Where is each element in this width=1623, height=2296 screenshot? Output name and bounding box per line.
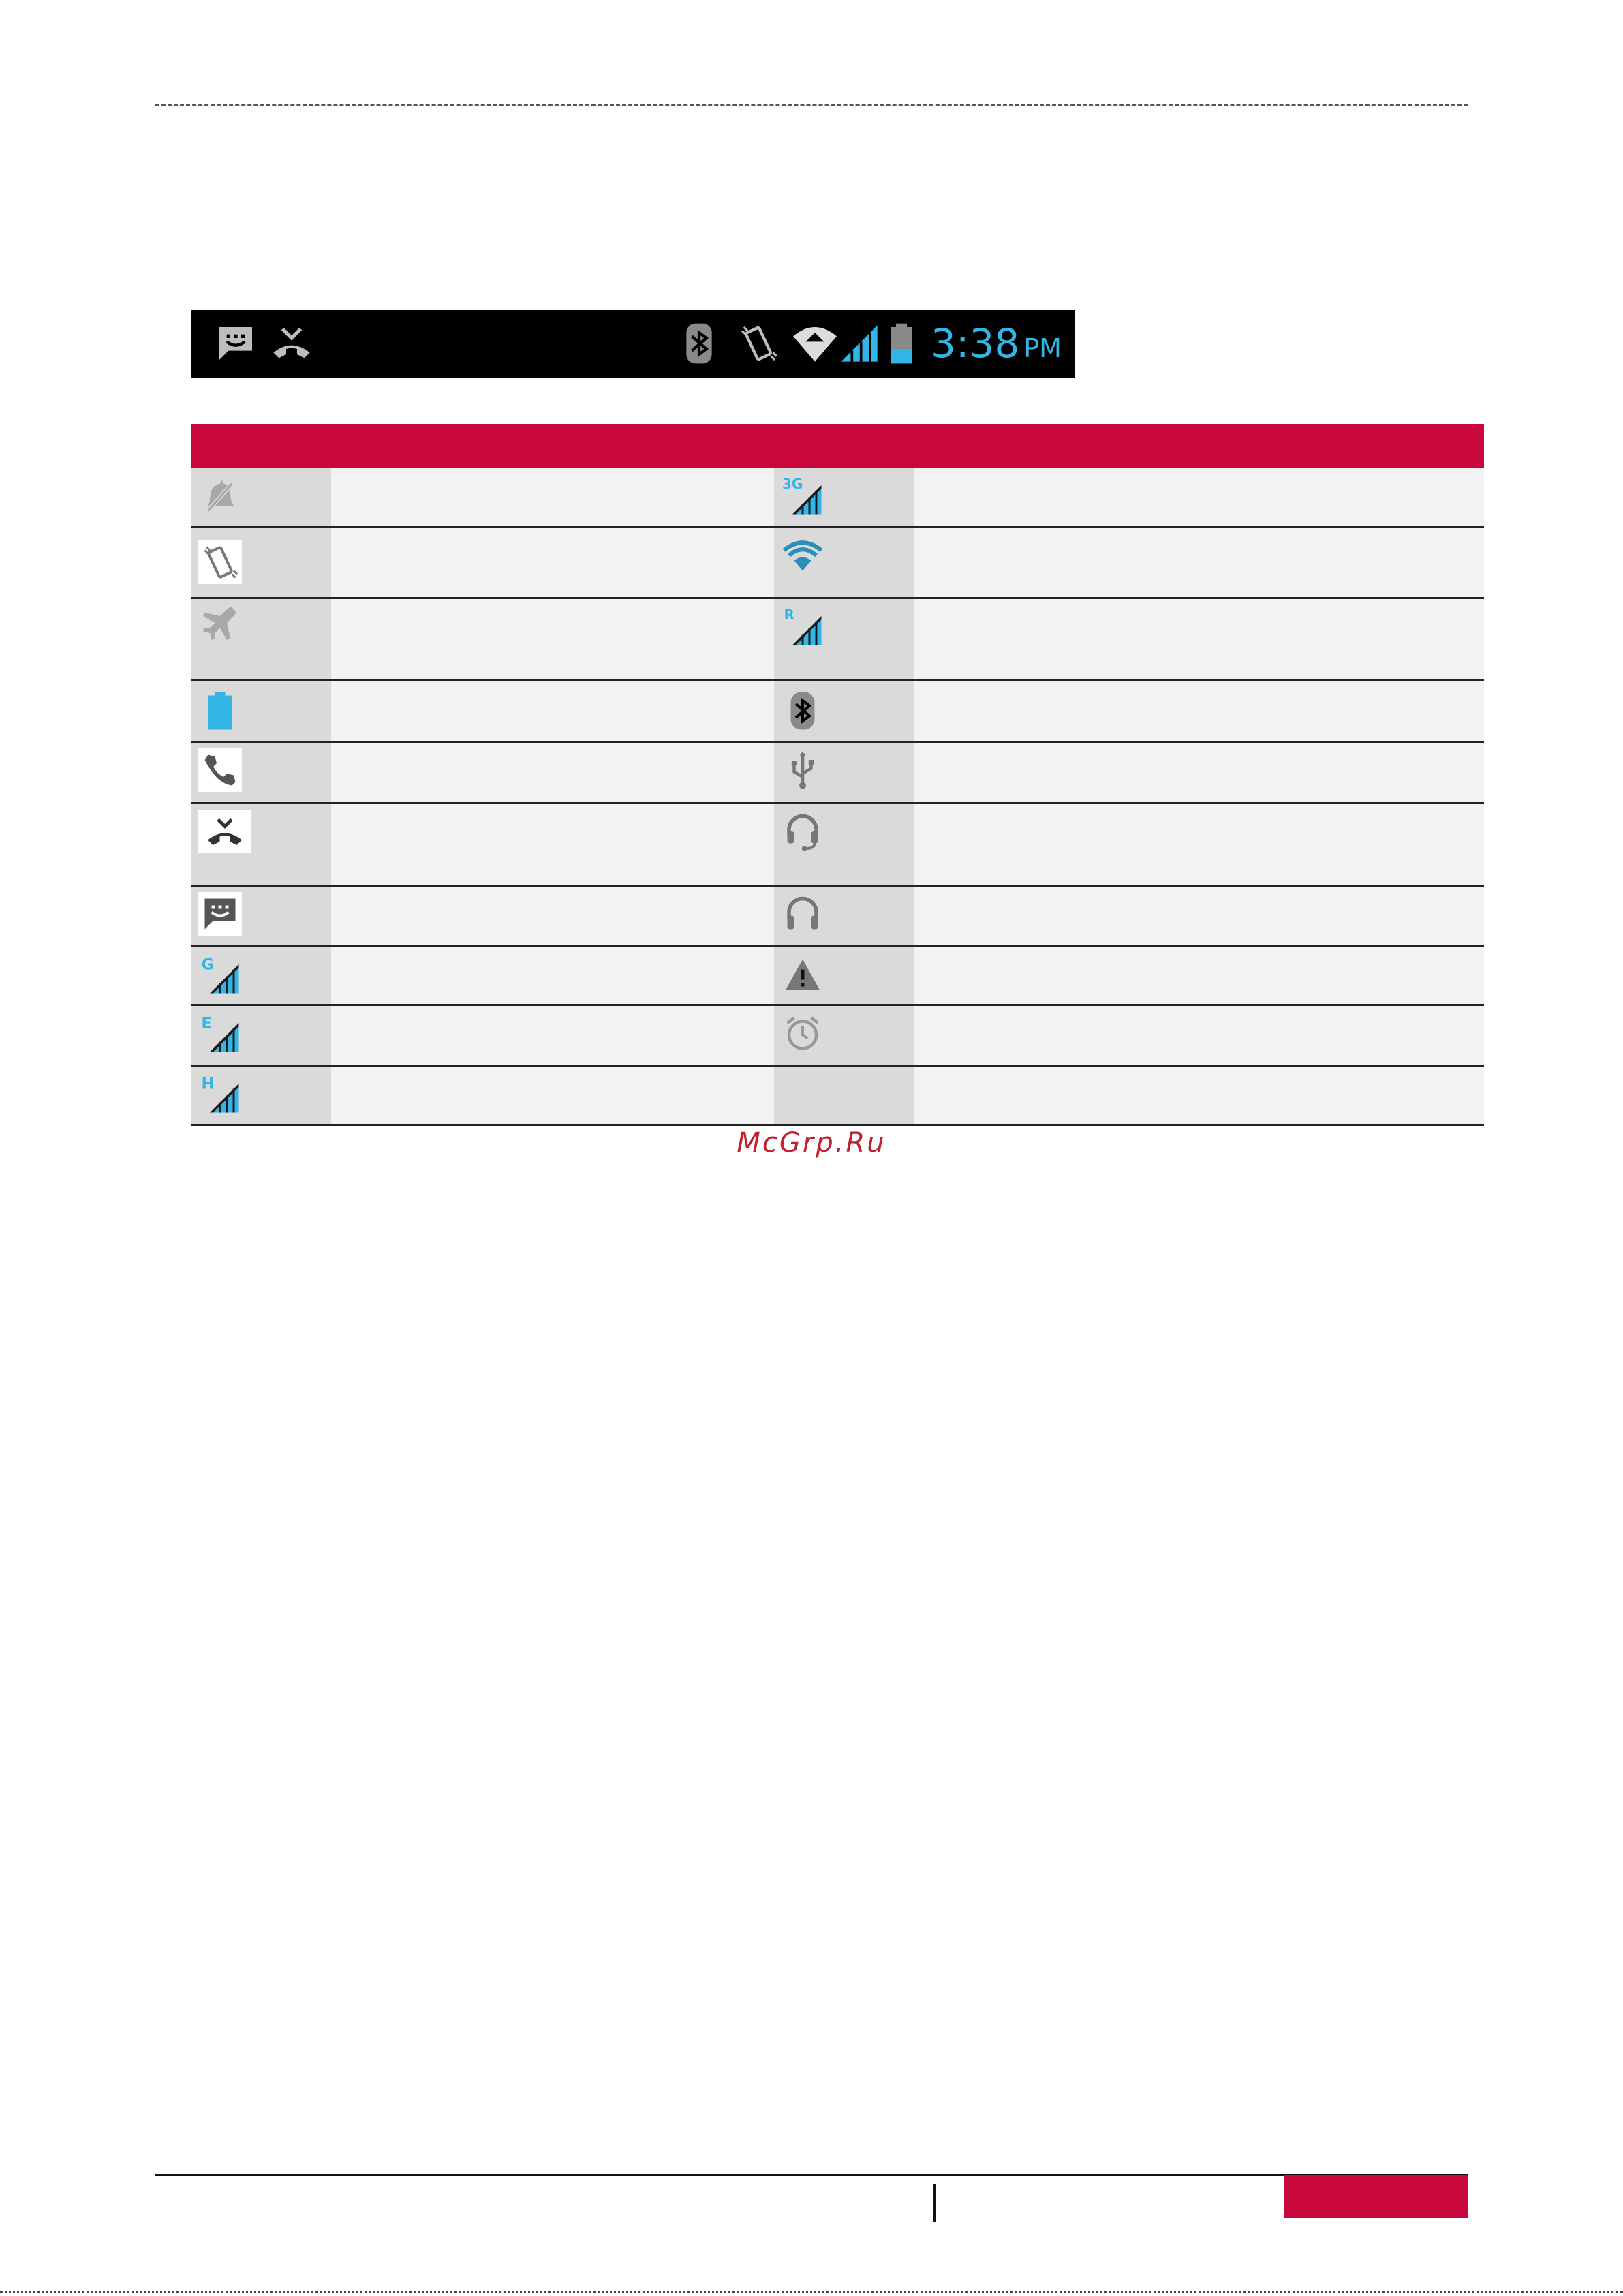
header-dashed-rule bbox=[155, 104, 1468, 106]
missed-call-icon bbox=[270, 322, 313, 365]
table-row bbox=[191, 887, 1484, 947]
footer-accent-block bbox=[1284, 2175, 1468, 2218]
table-row bbox=[191, 1006, 1484, 1067]
vibrate-icon bbox=[737, 322, 780, 365]
table-cell bbox=[331, 887, 774, 945]
call-icon bbox=[200, 750, 241, 791]
svg-text:R: R bbox=[784, 607, 795, 623]
table-cell bbox=[331, 599, 774, 679]
headset-mic-icon bbox=[782, 811, 823, 852]
status-icons-table bbox=[191, 424, 1484, 1126]
table-cell-empty bbox=[774, 1067, 914, 1124]
table-row bbox=[191, 599, 1484, 681]
table-header bbox=[191, 424, 1484, 468]
svg-text:G: G bbox=[201, 955, 214, 974]
signal-icon bbox=[837, 322, 881, 365]
signal-3g-icon bbox=[782, 475, 823, 516]
table-cell bbox=[914, 599, 1484, 679]
table-cell bbox=[331, 468, 774, 526]
table-cell bbox=[914, 1067, 1484, 1124]
bluetooth-icon bbox=[684, 322, 714, 365]
footer-rule bbox=[155, 2174, 1468, 2176]
table-cell bbox=[331, 743, 774, 802]
table-row bbox=[191, 681, 1484, 743]
missed-call-icon bbox=[204, 811, 245, 852]
battery-icon bbox=[200, 690, 241, 731]
message-icon bbox=[200, 893, 241, 934]
signal-roaming-icon bbox=[782, 606, 823, 647]
signal-h-icon bbox=[200, 1073, 241, 1114]
status-bar bbox=[191, 310, 1075, 378]
table-cell bbox=[914, 804, 1484, 885]
table-cell bbox=[914, 947, 1484, 1004]
table-row bbox=[191, 804, 1484, 887]
alarm-icon bbox=[782, 1013, 823, 1054]
table-cell bbox=[914, 1006, 1484, 1065]
table-cell bbox=[331, 528, 774, 597]
airplane-icon bbox=[200, 606, 241, 647]
mute-icon bbox=[200, 475, 241, 516]
signal-g-icon bbox=[200, 954, 241, 995]
table-cell bbox=[914, 681, 1484, 741]
svg-text:3G: 3G bbox=[782, 476, 803, 492]
warning-icon bbox=[782, 954, 823, 995]
footer-divider bbox=[933, 2184, 936, 2222]
signal-e-icon bbox=[200, 1013, 241, 1054]
battery-icon bbox=[886, 322, 916, 365]
table-row bbox=[191, 947, 1484, 1006]
table-row bbox=[191, 1067, 1484, 1126]
vibrate-icon bbox=[200, 542, 241, 583]
table-cell bbox=[914, 468, 1484, 526]
table-cell bbox=[331, 681, 774, 741]
svg-text:H: H bbox=[201, 1075, 215, 1093]
table-cell bbox=[914, 528, 1484, 597]
usb-icon bbox=[782, 750, 823, 791]
wifi-icon bbox=[782, 535, 823, 576]
table-cell bbox=[331, 1067, 774, 1124]
table-cell bbox=[331, 804, 774, 885]
table-cell bbox=[914, 887, 1484, 945]
headphones-icon bbox=[782, 893, 823, 934]
watermark: McGrp.Ru bbox=[737, 1127, 886, 1159]
bluetooth-icon bbox=[782, 690, 823, 731]
message-icon bbox=[214, 322, 258, 365]
table-row bbox=[191, 468, 1484, 528]
wifi-icon bbox=[791, 322, 839, 365]
svg-text:E: E bbox=[201, 1014, 212, 1032]
status-time: 3:38 PM bbox=[931, 320, 1062, 367]
table-cell bbox=[331, 1006, 774, 1065]
table-cell bbox=[331, 947, 774, 1004]
table-cell bbox=[914, 743, 1484, 802]
table-row bbox=[191, 528, 1484, 599]
table-row bbox=[191, 743, 1484, 804]
scan-edge bbox=[0, 2291, 1623, 2295]
